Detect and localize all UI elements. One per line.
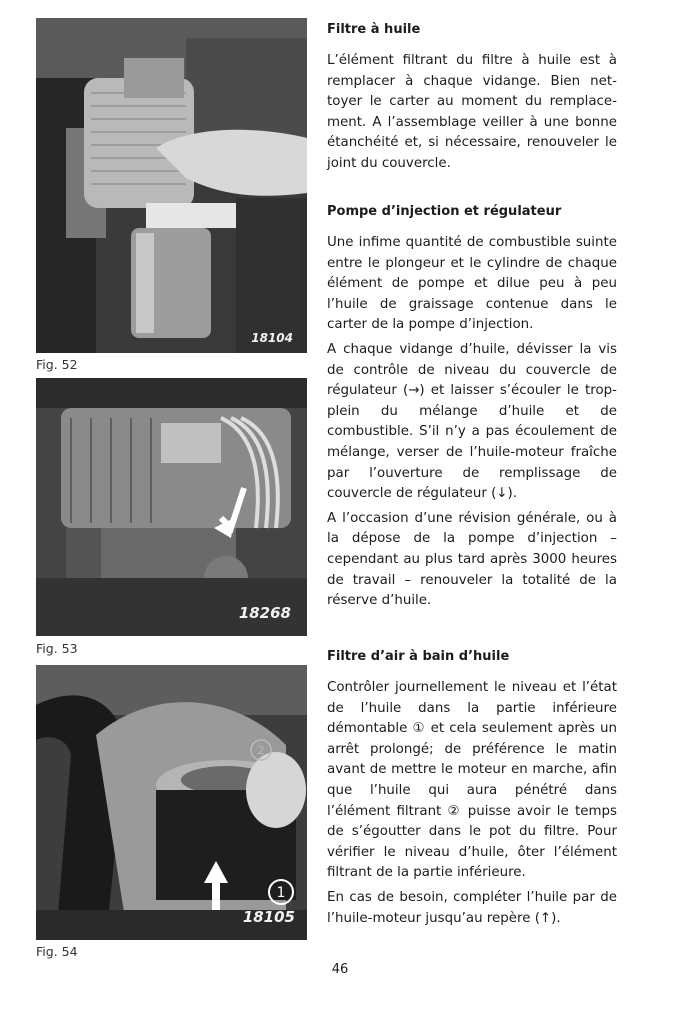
photo-number: 18268 (238, 604, 291, 622)
figure-52-caption: Fig. 52 (36, 357, 78, 372)
section-heading: Pompe d’injection et régulateur (327, 204, 562, 219)
figure-52-photo (36, 18, 307, 353)
paragraph: En cas de besoin, compléter l’huile par de l’huile-moteur jusqu’au repère (↑). (327, 889, 617, 926)
section-heading: Filtre à huile (327, 22, 421, 37)
callout-1: 1 (276, 885, 286, 901)
air-filter-image (36, 665, 307, 940)
section-filtre-huile (327, 21, 617, 179)
photo-number: 18105 (242, 908, 295, 926)
injection-pump-image (36, 378, 307, 636)
page-number: 46 (331, 962, 349, 977)
paragraph: A chaque vidange d’huile, dévisser la vis de contrôle de niveau du couvercle de régulateur (→) et laisser s’écouler le trop-plein du mélange d’huile et de combustible. S’il n’y a pas écoulement de mélange, verser de l’huile-moteur fraîche par l’ouverture de remplissage de couvercle de régulateur (↓). (327, 341, 617, 502)
section-heading: Filtre d’air à bain d’huile (327, 649, 510, 664)
paragraph: L’élément filtrant du filtre à huile est à remplacer à chaque vidange. Bien nettoyer le carter au moment du remplacement. A l’assemblage veiller à une bonne étanchéité et, si nécessaire, renouveler le joint du couvercle. (327, 53, 617, 171)
paragraph: A l’occasion d’une révision générale, ou à la dépose de la pompe d’injection – cependant au plus tard après 3000 heures de travail – renouveler la totalité de la réserve d’huile. (327, 510, 617, 609)
callout-2: 2 (257, 744, 265, 757)
section-filtre-air (327, 648, 617, 933)
figure-54-caption: Fig. 54 (36, 944, 78, 959)
section-pompe-injection (327, 203, 617, 616)
figure-53-caption: Fig. 53 (36, 641, 78, 656)
photo-number: 18104 (251, 331, 293, 345)
oil-filter-image (36, 18, 307, 353)
figure-53-photo (36, 378, 307, 636)
paragraph: Contrôler journellement le niveau et l’état de l’huile dans la partie inférieure démontable ① et cela seulement après un arrêt prolongé; de préférence le matin avant de mettre le moteur en marche, afin que l’huile qui aura pénétré dans l’élément filtrant ② puisse avoir le temps de s’égoutter dans le pot du filtre. Pour vérifier le niveau d’huile, ôter l’élément filtrant de la partie inférieure. (327, 680, 617, 881)
figure-54-photo (36, 665, 307, 940)
paragraph: Une infime quantité de combustible suinte entre le plongeur et le cylindre de chaque élément de pompe et dilue peu à peu l’huile de graissage contenue dans le carter de la pompe d’injection. (327, 235, 617, 333)
